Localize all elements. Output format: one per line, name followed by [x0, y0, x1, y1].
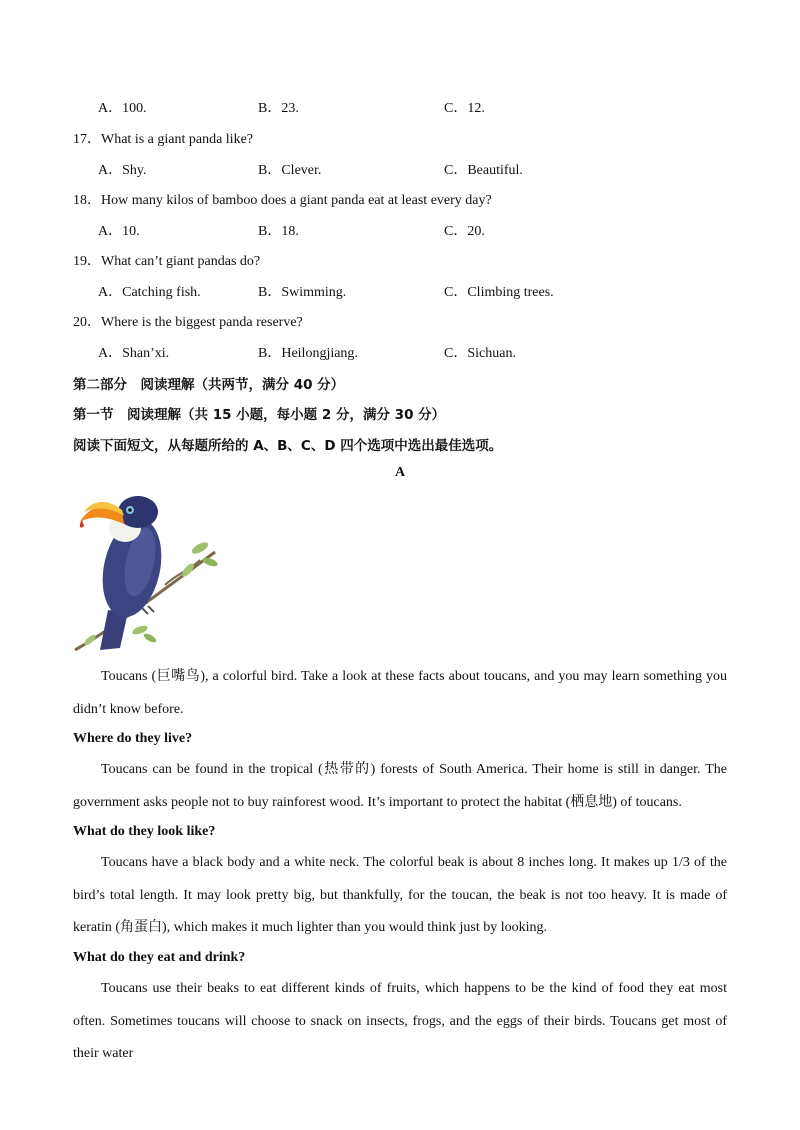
heading-eat-drink: What do they eat and drink? [73, 950, 246, 965]
heading-look-like: What do they look like? [73, 824, 216, 839]
q17-option-b: B．Clever. [258, 163, 322, 178]
paragraph-appearance: Toucans have a black body and a white neck. The colorful beak is about 8 inches long. It makes up 1/3 of the bird’s total length. It may look pretty big, but thankfully, for the toucan, the beak is not too heavy. It is made of keratin (角蛋白), which makes it much lighter than you would think just by looking. [73, 855, 727, 935]
instruction-text: 阅读下面短文，从每题所给的 A、B、C、D 四个选项中选出最佳选项。 [73, 438, 503, 454]
paragraph-diet: Toucans use their beaks to eat different kinds of fruits, which happens to be the kind of food they eat most often. Sometimes toucans will choose to snack on insects, frogs, and the eggs of their birds. Toucans get most of their water [73, 981, 727, 1061]
q19-option-c: C．Climbing trees. [444, 285, 554, 300]
toucan-illustration [70, 490, 220, 655]
q20-option-b: B．Heilongjiang. [258, 346, 358, 361]
q18-question: 18．How many kilos of bamboo does a giant panda eat at least every day? [73, 193, 492, 208]
q19-question: 19．What can’t giant pandas do? [73, 254, 261, 269]
q18-option-b: B．18. [258, 224, 299, 239]
q19-option-a: A．Catching fish. [98, 285, 201, 300]
q16-option-c: C．12. [444, 101, 485, 116]
q17-option-a: A．Shy. [98, 163, 147, 178]
q16-option-b: B．23. [258, 101, 299, 116]
q17-option-c: C．Beautiful. [444, 163, 523, 178]
passage-label: A [395, 465, 406, 480]
q18-option-c: C．20. [444, 224, 485, 239]
part2-heading: 第二部分 阅读理解（共两节，满分 40 分） [73, 377, 345, 393]
q17-question: 17．What is a giant panda like? [73, 132, 253, 147]
q18-option-a: A．10. [98, 224, 140, 239]
toucan-image [70, 490, 220, 655]
q20-option-a: A．Shan’xi. [98, 346, 170, 361]
q19-option-b: B．Swimming. [258, 285, 347, 300]
q20-question: 20．Where is the biggest panda reserve? [73, 315, 303, 330]
passage-intro: Toucans (巨嘴鸟), a colorful bird. Take a look at these facts about toucans, and you may learn something you didn’t know before. [73, 669, 727, 717]
heading-where-live: Where do they live? [73, 731, 193, 746]
q16-option-a: A．100. [98, 101, 147, 116]
section1-heading: 第一节 阅读理解（共 15 小题，每小题 2 分，满分 30 分） [73, 407, 446, 423]
paragraph-habitat: Toucans can be found in the tropical (热带的) forests of South America. Their home is still in danger. The government asks people not to buy rainforest wood. It’s important to protect the habitat (栖息地) of toucans. [73, 762, 727, 810]
q20-option-c: C．Sichuan. [444, 346, 516, 361]
